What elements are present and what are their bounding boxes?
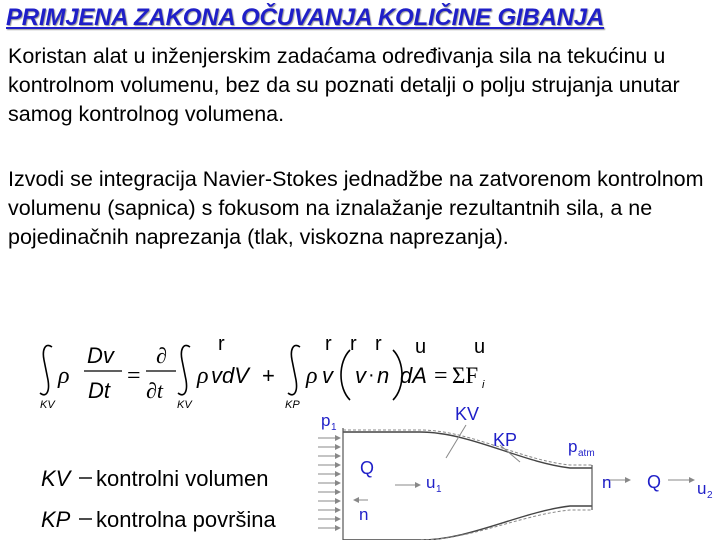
- integral-sub-kv-1: KV: [40, 399, 55, 411]
- r-accent-2: r: [325, 333, 332, 355]
- label-q-in: Q: [360, 458, 375, 478]
- sum-sub-i: i: [482, 379, 485, 391]
- slide-title: PRIMJENA ZAKONA OČUVANJA KOLIČINE GIBANJA: [6, 4, 605, 31]
- integral-sign-1: [40, 345, 52, 394]
- nozzle-diagram: [318, 404, 713, 540]
- equals-sign-1: =: [127, 363, 141, 389]
- legend-kv-text: kontrolni volumen: [96, 466, 269, 491]
- u-accent-1: u: [415, 336, 427, 358]
- label-kv: KV: [455, 404, 480, 424]
- paragraph-intro: Koristan alat u inženjerskim zadaćama određivanja sila na tekućinu u kontrolnom volumenu, bez da su poznati detalji o polju strujanja unutar samog kontrolnog volumena.: [8, 44, 680, 126]
- legend-kv-symbol: KV: [41, 466, 71, 491]
- label-q-out: Q: [647, 472, 662, 492]
- integral-sign-3: [288, 345, 300, 394]
- dt-denominator: Dt: [88, 378, 110, 403]
- legend-kp-text: kontrolna površina: [96, 507, 276, 532]
- label-n-in: n: [359, 505, 369, 524]
- r-accent-3: r: [350, 333, 357, 355]
- label-u2: u: [697, 479, 707, 498]
- partial-numerator: ∂: [156, 343, 167, 368]
- label-patm: p: [568, 437, 578, 456]
- label-p1-sub: 1: [331, 422, 337, 433]
- v-vector-3: v: [355, 363, 366, 388]
- sum-forces: ΣF: [452, 363, 479, 388]
- dv-numerator: Dv: [87, 343, 114, 368]
- nozzle-lower-wall: [343, 506, 592, 540]
- paragraph-derivation: Izvodi se integracija Navier-Stokes jednadžbe na zatvorenom kontrolnom volumenu (sapnica) s fokusom na iznalažanje rezultantnih sila, a ne pojedinačnih naprezanja (tlak, viskozna naprezanja).: [8, 167, 704, 249]
- integral-sub-kv-2: KV: [177, 399, 192, 411]
- label-kp: KP: [493, 430, 518, 450]
- plus-sign: +: [262, 363, 275, 388]
- rho-2: ρ: [197, 363, 209, 389]
- u-accent-2: u: [474, 336, 486, 358]
- partial-t-denominator: ∂t: [146, 378, 163, 403]
- left-paren: [341, 350, 350, 400]
- integral-sign-2: [178, 345, 190, 394]
- legend-kp-symbol: KP: [41, 507, 71, 532]
- dA: dA: [400, 363, 427, 388]
- equals-sign-2: =: [434, 363, 448, 389]
- inlet-pressure-arrows: [318, 438, 340, 528]
- label-p1: p: [321, 411, 331, 430]
- n-vector: n: [377, 363, 390, 388]
- integral-sub-kp: KP: [285, 399, 300, 411]
- label-n-out: n: [602, 473, 612, 492]
- label-u1-sub: 1: [436, 484, 442, 495]
- kv-leader: [446, 425, 466, 458]
- legend: [41, 466, 277, 532]
- r-accent-1: r: [218, 333, 225, 355]
- r-accent-4: r: [375, 333, 382, 355]
- label-u1: u: [426, 473, 436, 492]
- dV: dV: [222, 363, 249, 388]
- control-surface: [343, 430, 592, 540]
- dot-product: ·: [368, 364, 375, 386]
- rho-3: ρ: [306, 363, 318, 389]
- label-patm-sub: atm: [578, 448, 595, 459]
- v-vector-1: v: [211, 363, 222, 388]
- momentum-equation: [40, 333, 485, 411]
- rho-1: ρ: [58, 363, 70, 389]
- label-u2-sub: 2: [707, 490, 713, 501]
- v-vector-2: v: [322, 363, 333, 388]
